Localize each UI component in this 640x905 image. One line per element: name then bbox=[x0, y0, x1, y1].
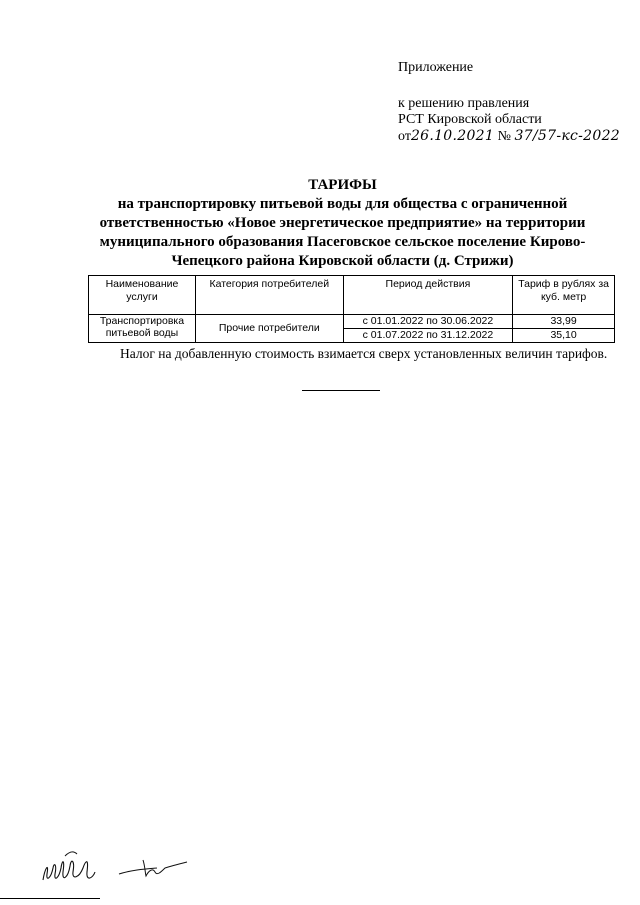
title-line-1: на транспортировку питьевой воды для общества с ограниченной bbox=[117, 196, 568, 212]
title-line-2: ответственностью «Новое энергетическое предприятие» на территории bbox=[99, 215, 586, 231]
authority-line: РСТ Кировской области bbox=[398, 112, 542, 127]
header-service: Наименование услуги bbox=[89, 276, 196, 315]
cell-tariff: 35,10 bbox=[513, 329, 615, 343]
decision-number: 37/57-кс-2022 bbox=[514, 128, 621, 144]
cell-service: Транспортировка питьевой воды bbox=[89, 315, 196, 343]
cell-tariff: 33,99 bbox=[513, 315, 615, 329]
vat-note: Налог на добавленную стоимость взимается сверх установленных величин тарифов. bbox=[120, 346, 608, 361]
tariff-table bbox=[88, 275, 615, 343]
decision-date: 26.10.2021 bbox=[410, 128, 495, 144]
table-header-row bbox=[89, 276, 615, 315]
title-line-3: муниципального образования Пасеговское сельское поселение Кирово- bbox=[99, 234, 586, 250]
handwritten-signatures bbox=[35, 838, 205, 900]
date-prefix: от bbox=[398, 129, 411, 144]
header-tariff: Тариф в рублях за куб. метр bbox=[513, 276, 615, 315]
cell-category: Прочие потребители bbox=[195, 315, 343, 343]
decision-line: к решению правления bbox=[398, 96, 530, 111]
separator-line bbox=[302, 390, 380, 391]
title-heading: ТАРИФЫ bbox=[308, 177, 377, 193]
appendix-block bbox=[398, 60, 620, 146]
cell-period: с 01.01.2022 по 30.06.2022 bbox=[343, 315, 513, 329]
appendix-label: Приложение bbox=[398, 60, 474, 75]
table-row bbox=[89, 315, 615, 329]
document-title bbox=[90, 176, 595, 271]
header-category: Категория потребителей bbox=[195, 276, 343, 315]
title-line-4: Чепецкого района Кировской области (д. Стрижи) bbox=[171, 253, 514, 269]
footer-line bbox=[0, 898, 100, 899]
date-number-line bbox=[398, 128, 620, 146]
number-prefix: № bbox=[497, 129, 511, 144]
cell-period: с 01.07.2022 по 31.12.2022 bbox=[343, 329, 513, 343]
header-period: Период действия bbox=[343, 276, 513, 315]
